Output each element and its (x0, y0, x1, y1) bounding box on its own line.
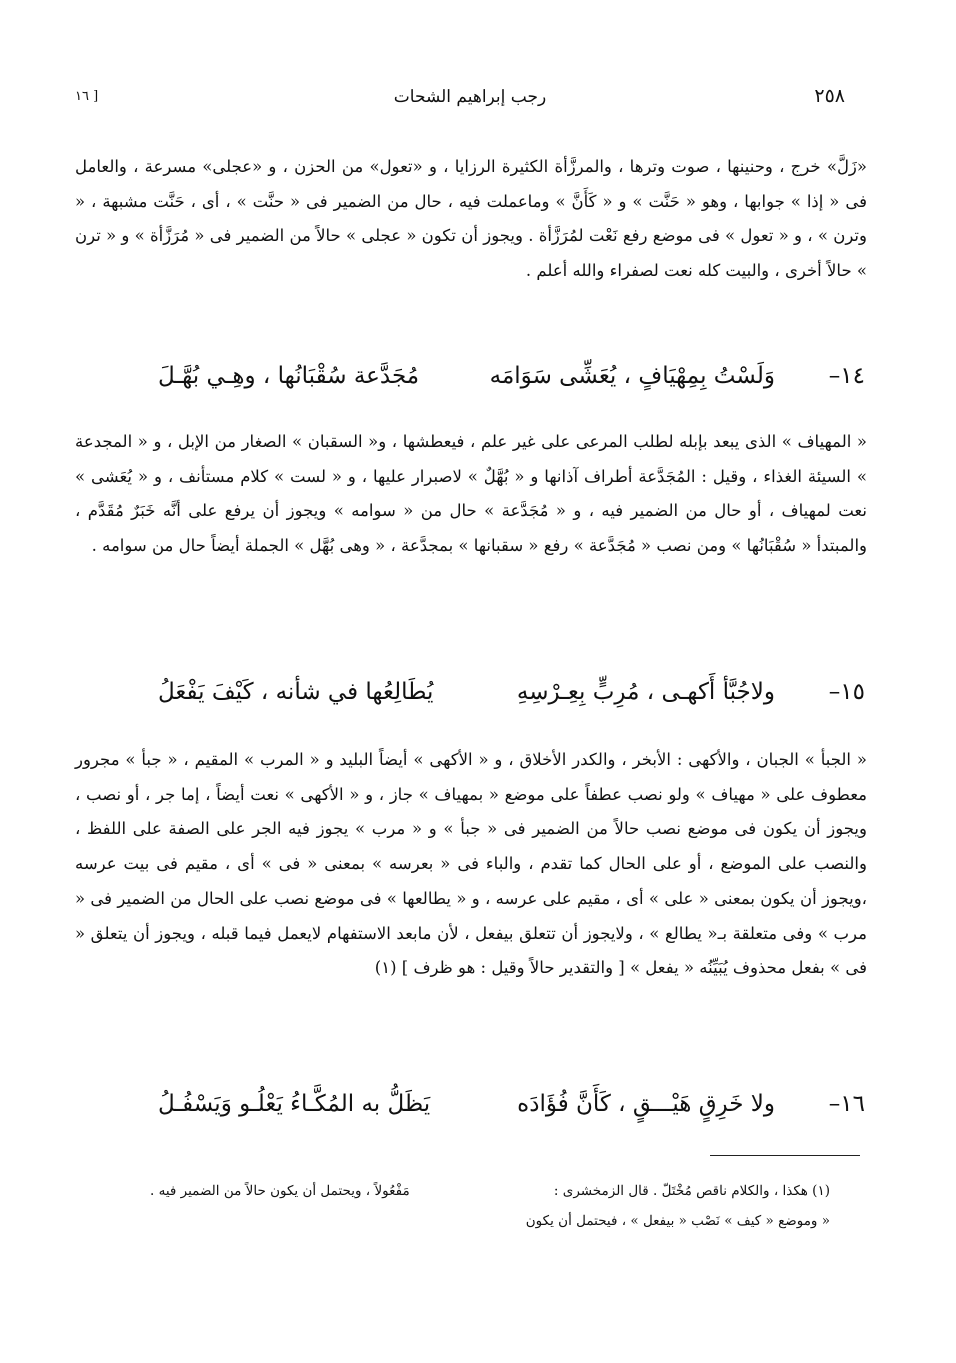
verse-second-hemistich: يَظَلُّ به المُكَّـاءُ يَعْلُـو وَيَسْفُـلُ (158, 1091, 431, 1117)
footnote-separator (710, 1155, 860, 1156)
page-header (75, 85, 865, 115)
footnote-text: (١) هكذا ، والكلام ناقص مُخْتَلّ . قال الزمخشرى : (553, 1183, 830, 1199)
verse-second-hemistich: يُطَالِعُها في شأنه ، كَيْفَ يَفْعَلُ (158, 679, 434, 705)
verse-number: ١٦– (828, 1091, 865, 1117)
verse-first-hemistich: ولاجُبَّأ أَكهـى ، مُرِبٍّ بِعِـرْسِهِ (516, 679, 775, 705)
footnote-text: « وموضع « كيف » نَصْب « بيفعل » ، فيحتمل أن يكون (525, 1213, 830, 1229)
page-number: ٢٥٨ (814, 85, 845, 107)
verse-number: ١٥– (828, 679, 865, 705)
signature-mark: [ ١٦ (75, 89, 99, 104)
verse-second-hemistich: مُجَدَّعة سُقْبَانُها ، وهِـي بُهَّـلَ (158, 363, 420, 389)
commentary-paragraph-2: « المهياف » الذى يبعد بإبله لطلب المرعى على غير علم ، فيعطشها ، و« السقبان » الصغار من الإبل ، و « المجدعة » السيئة الغذاء ، وقيل : المُجَدَّعة أطراف آذانها و « بُهَّلٌ » لاصبرار عليها ، و « لست » كلام مستأنف ، و « يُعَشى » نعت لمهياف ، أو حال من الضمير فيه ، و « مُجَدَّعة » حال من « سوامه » ويجوز أن يرفع على أنَّه خَبَرٌ مُقَدَّم ، والمبتدأ « سُقْبَانُها » ومن نصب « مُجَدَّعة » رفع « سقبانها » بمجدَّعة ، « وهى بُهَّل » الجملة أيضاً حال من سوامه . (75, 432, 867, 556)
verse-number: ١٤– (828, 363, 865, 389)
verse-first-hemistich: ولا خَرِقٍ هَيْـــقٍ ، كَأَنَّ فُؤَادَه (517, 1091, 775, 1117)
footnote-text: مَفْعُولاً ، ويحتمل أن يكون حالاً من الضمير فيه . (150, 1183, 410, 1199)
commentary-paragraph-1: «زَلَّ» خرج ، وحنينها ، صوت وترها ، والمرزَّأة الكثيرة الرزايا ، و «تعول» من الحزن ، و «عجلى» مسرعة ، والعامل فى « إذا » جوابها ، وهو « حَنَّت » و « كَأَنَّ » وماعملت فيه ، حال من الضمير فى « حنَّت » ، أى ، حَنَّت مشبهة ، « وترن » ، و « تعول » فى موضع رفع نَعْت لمُرَزَّأة . ويجوز أن تكون « عجلى » حالاً من الضمير فى « مُرَزَّأة » و « ترن » حالاً أخرى ، والبيت كله نعت لصفراء والله أعلم . (75, 157, 867, 281)
running-head-author: رجب إبراهيم الشحات (393, 87, 547, 107)
verse-first-hemistich: وَلَسْتُ بِمِهْيَافٍ ، يُعَشِّى سَوَامَه (489, 363, 775, 389)
commentary-paragraph-3: « الجبأ » الجبان ، والأكهى : الأبخر ، والكدر الأخلاق ، و « الأكهى » أيضاً البليد و « المرب » المقيم ، « جبأ » مجرور معطوف على « مهياف » ولو نصب عطفاً على موضع « بمهياف » جاز ، و « الأكهى » نعت أيضاً ، إما جر ، أو نصب ، ويجوز أن يكون فى موضع نصب حالاً من الضمير فى « جبأ » و « مرب » يجوز فيه الجر على الصفة على اللفظ ، والنصب على الموضع ، أو على الحال كما تقدم ، والباء فى « بعرسه » بمعنى « فى » أى ، مقيم فى بيت عرسه ،ويجوز أن يكون بمعنى « على » أى ، مقيم على عرسه ، و « يطالعها » فى موضع نصب على الحال من الضمير فى « مرب » وفى متعلقة بـ« يطالع » ، ولايجوز أن تتعلق بيفعل ، لأن مابعد الاستفهام لايعمل فيما قبله ، ويجوز أن يتعلق « فى » بفعل محذوف يُبَيِّنُه « يفعل » [ والتقدير حالاً وقيل : هو ظرف ] (١) (75, 750, 867, 978)
